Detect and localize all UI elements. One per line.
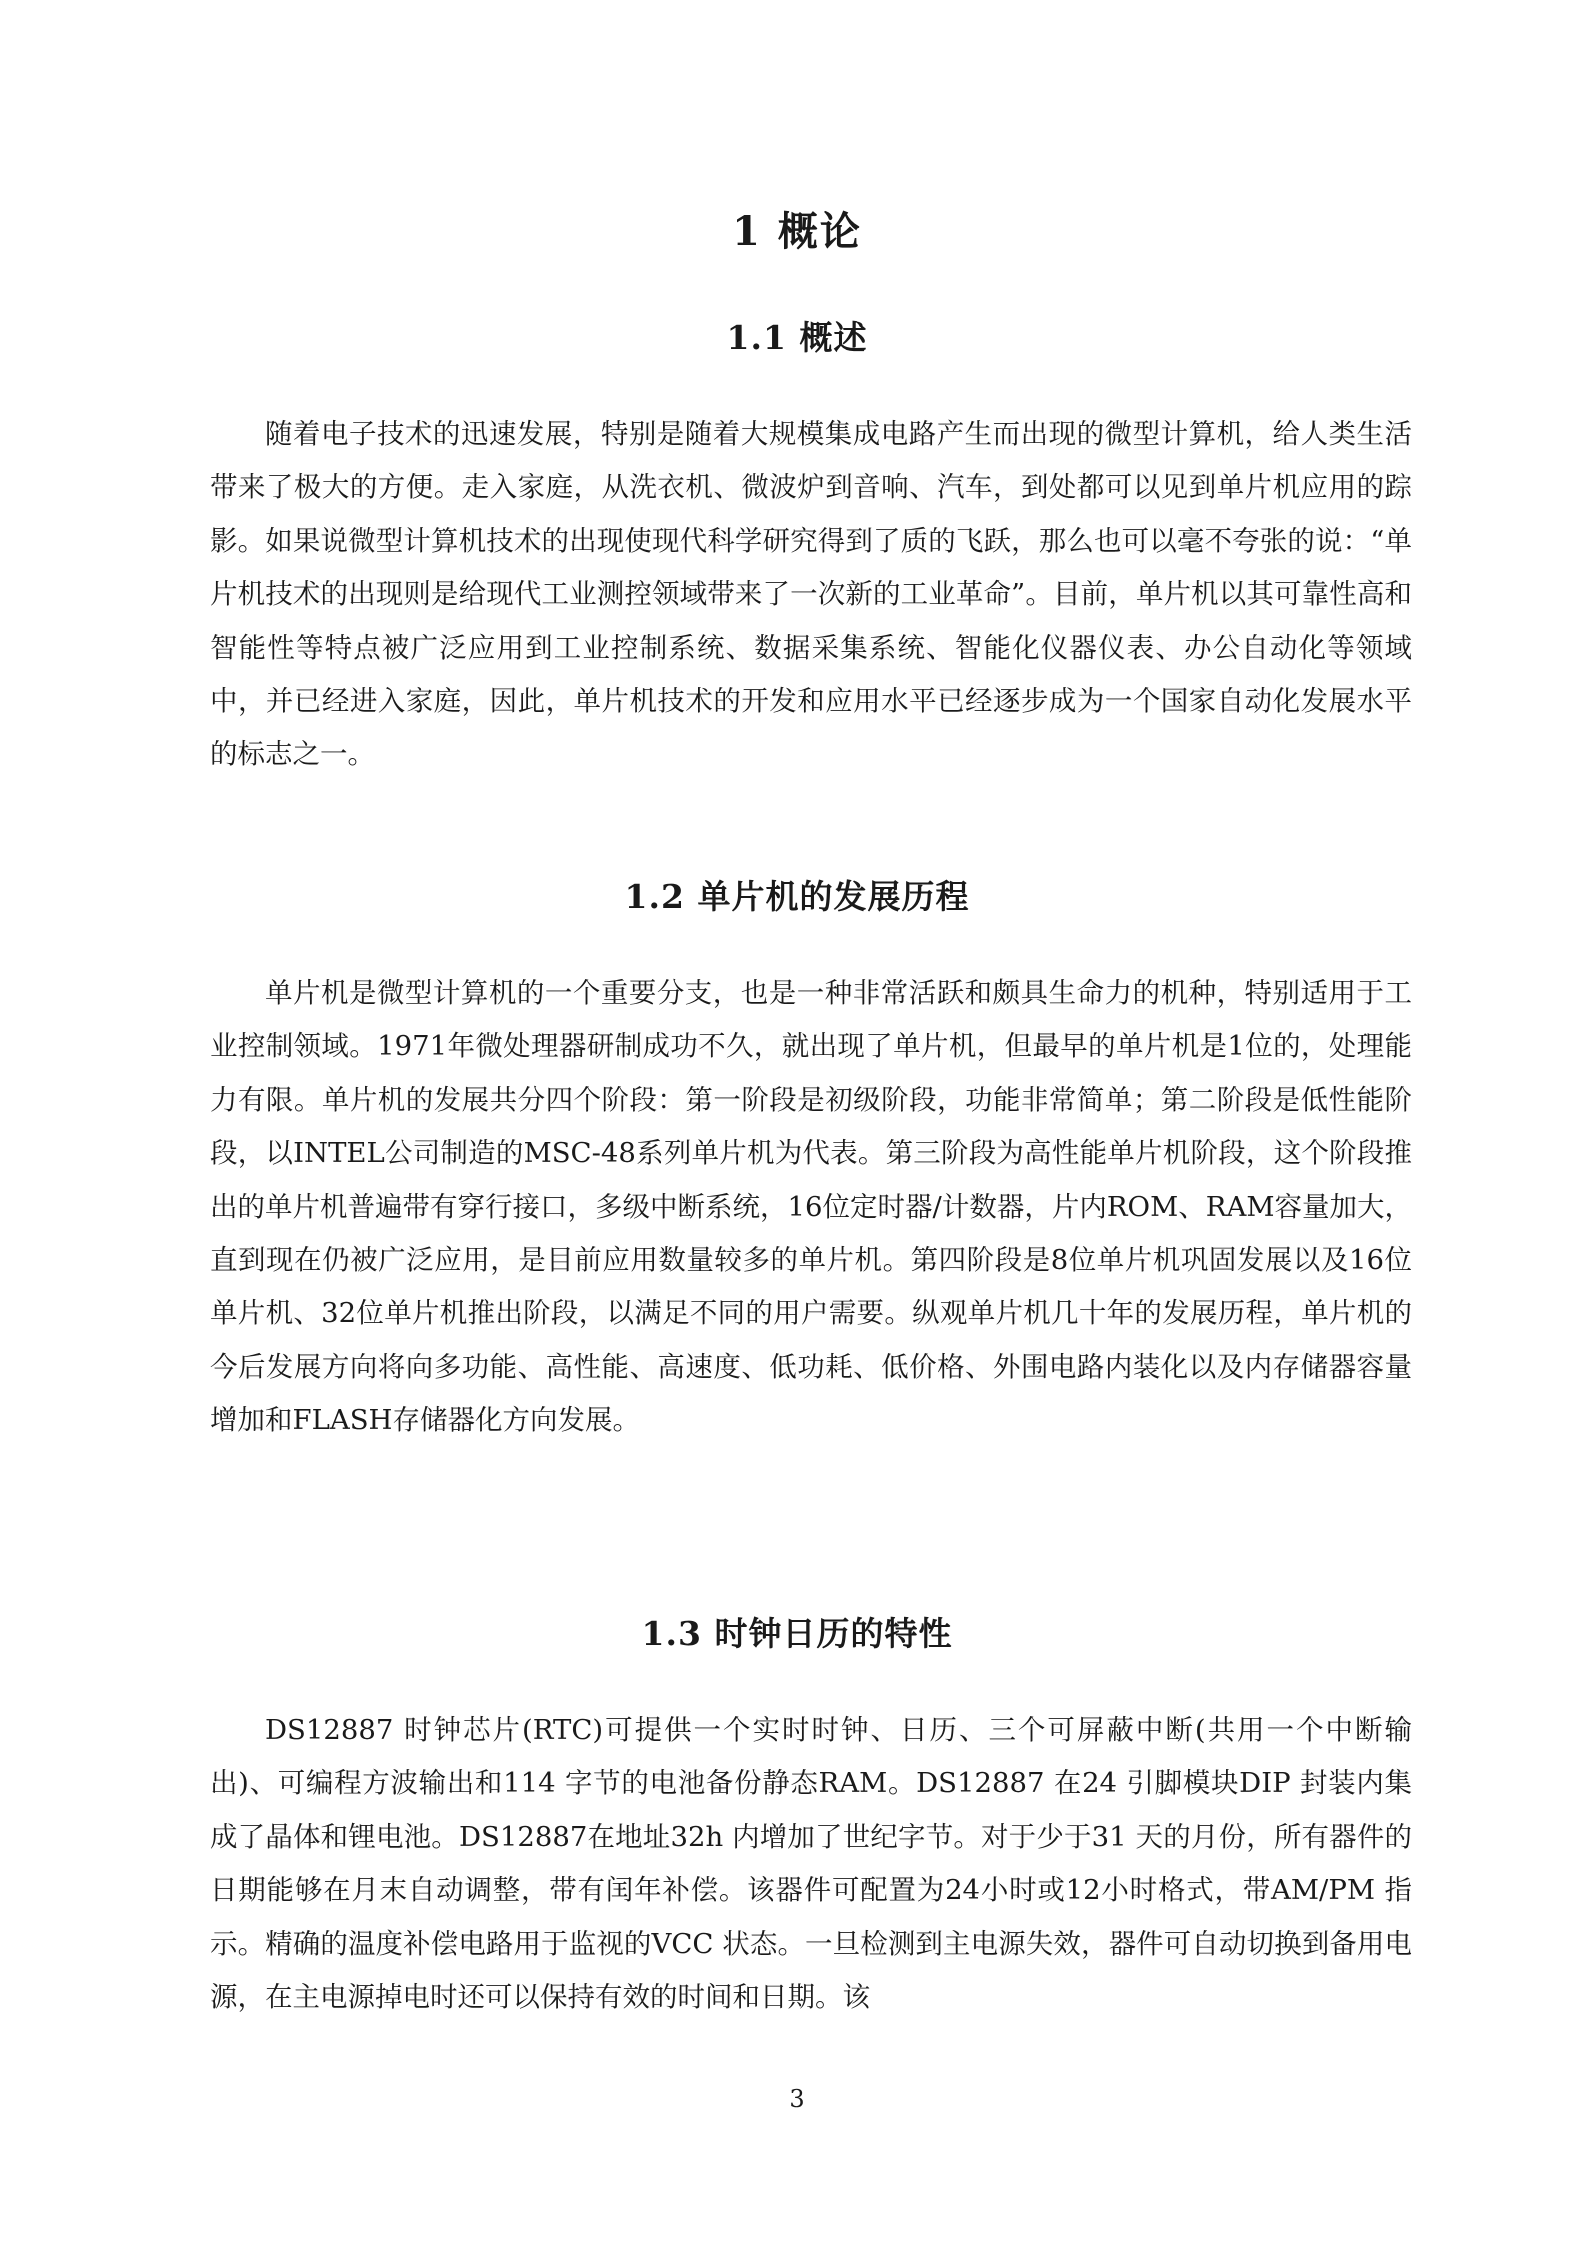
section-title-overview: 1.1 概述	[726, 318, 868, 357]
section-title-calendar: 1.3 时钟日历的特性	[641, 1614, 953, 1653]
paragraph-calendar: DS12887 时钟芯片(RTC)可提供一个实时时钟、日历、三个可屏蔽中断(共用一个中断输出)、可编程方波输出和114 字节的电池备份静态RAM。DS12887 在24 引脚模块DIP 封装内集成了晶体和锂电池。DS12887在地址32h 内增加了世纪字节。对于少于31 天的月份，所有器件的日期能够在月末自动调整，带有闰年补偿。该器件可配置为24小时或12小时格式，带AM/PM 指示。精确的温度补偿电路用于监视的VCC 状态。一旦检测到主电源失效，器件可自动切换到备用电源，在主电源掉电时还可以保持有效的时间和日期。该	[210, 1714, 1412, 2014]
paragraph-history: 单片机是微型计算机的一个重要分支，也是一种非常活跃和颇具生命力的机种，特别适用于工业控制领域。1971年微处理器研制成功不久，就出现了单片机，但最早的单片机是1位的，处理能力有限。单片机的发展共分四个阶段：第一阶段是初级阶段，功能非常简单；第二阶段是低性能阶段，以INTEL公司制造的MSC-48系列单片机为代表。第三阶段为高性能单片机阶段，这个阶段推出的单片机普遍带有穿行接口，多级中断系统，16位定时器/计数器，片内ROM、RAM容量加大，直到现在仍被广泛应用，是目前应用数量较多的单片机。第四阶段是8位单片机巩固发展以及16位单片机、32位单片机推出阶段，以满足不同的用户需要。纵观单片机几十年的发展历程，单片机的今后发展方向将向多功能、高性能、高速度、低功耗、低价格、外围电路内装化以及内存储器容量增加和FLASH存储器化方向发展。	[210, 977, 1412, 1437]
page-number: 3	[789, 2085, 805, 2113]
chapter-title: 1 概论	[732, 208, 862, 255]
paragraph-overview: 随着电子技术的迅速发展，特别是随着大规模集成电路产生而出现的微型计算机，给人类生活带来了极大的方便。走入家庭，从洗衣机、微波炉到音响、汽车，到处都可以见到单片机应用的踪影。如果说微型计算机技术的出现使现代科学研究得到了质的飞跃，那么也可以毫不夸张的说：“单片机技术的出现则是给现代工业测控领域带来了一次新的工业革命”。目前，单片机以其可靠性高和智能性等特点被广泛应用到工业控制系统、数据采集系统、智能化仪器仪表、办公自动化等领域中，并已经进入家庭，因此，单片机技术的开发和应用水平已经逐步成为一个国家自动化发展水平的标志之一。	[210, 418, 1412, 771]
section-title-history: 1.2 单片机的发展历程	[624, 877, 970, 916]
